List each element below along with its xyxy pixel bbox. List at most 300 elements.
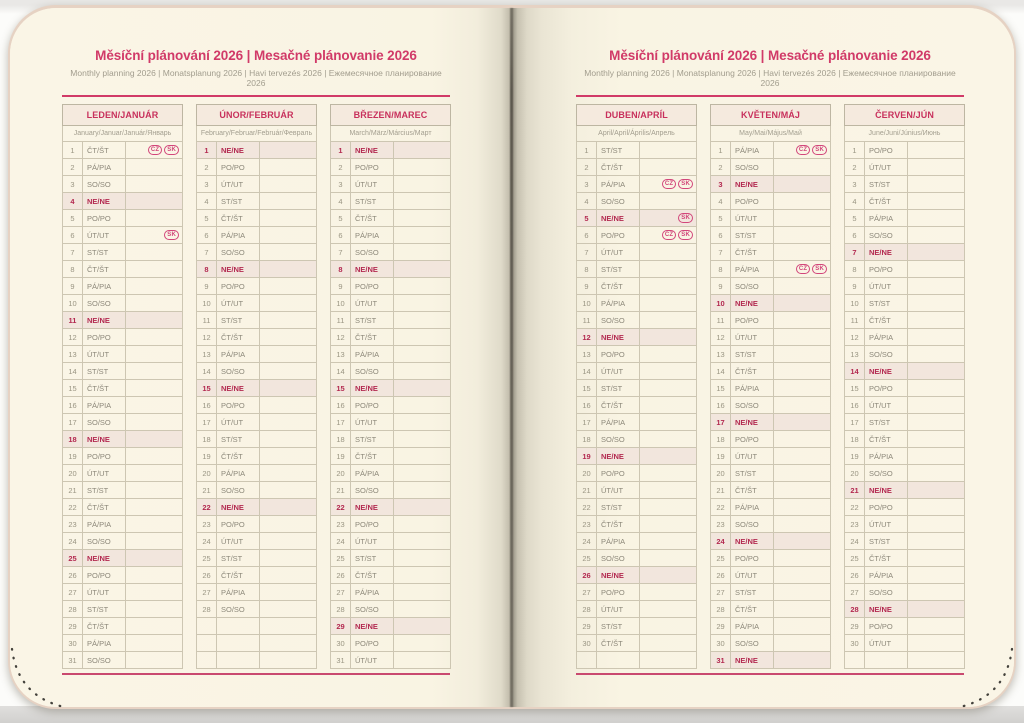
day-number: 15	[845, 380, 865, 397]
day-abbrev: ST/ST	[597, 618, 640, 635]
day-abbrev: ČT/ŠT	[217, 210, 260, 227]
notes-cell	[640, 193, 697, 210]
day-row	[63, 159, 183, 176]
month-subheader-row	[197, 126, 317, 142]
day-abbrev: ÚT/UT	[865, 397, 908, 414]
day-number: 5	[845, 210, 865, 227]
day-number: 19	[197, 448, 217, 465]
day-row	[331, 295, 451, 312]
day-number: 11	[197, 312, 217, 329]
empty-cell	[260, 618, 317, 635]
day-row	[197, 363, 317, 380]
notes-cell	[640, 448, 697, 465]
day-abbrev: SO/SO	[731, 635, 774, 652]
notes-cell	[640, 482, 697, 499]
day-row	[845, 448, 965, 465]
day-number: 12	[331, 329, 351, 346]
day-row	[63, 210, 183, 227]
holiday-badge-sk: SK	[164, 230, 179, 240]
day-number: 10	[845, 295, 865, 312]
day-abbrev: ČT/ŠT	[83, 142, 126, 159]
day-abbrev: SO/SO	[597, 550, 640, 567]
day-row	[63, 533, 183, 550]
month-subheader-row	[577, 126, 697, 142]
day-number: 21	[711, 482, 731, 499]
month-subheader: May/Mai/Május/Май	[711, 126, 831, 142]
day-number: 12	[63, 329, 83, 346]
day-number: 25	[711, 550, 731, 567]
page-subtitle: Monthly planning 2026 | Monatsplanung 2026 | Havi tervezés 2026 | Ежемесячное планирование 2026	[584, 68, 956, 88]
day-row	[845, 193, 965, 210]
day-number: 19	[63, 448, 83, 465]
day-number: 31	[711, 652, 731, 669]
month-column-february	[196, 104, 316, 669]
day-number: 11	[711, 312, 731, 329]
notes-cell	[640, 142, 697, 159]
notes-cell	[126, 159, 183, 176]
day-number: 22	[711, 499, 731, 516]
month-name: BŘEZEN/MAREC	[331, 105, 451, 126]
day-row	[577, 329, 697, 346]
day-abbrev: PO/PO	[731, 193, 774, 210]
left-page	[10, 8, 512, 707]
notes-cell	[394, 584, 451, 601]
day-number: 27	[63, 584, 83, 601]
month-table	[196, 104, 317, 669]
day-number: 15	[577, 380, 597, 397]
notes-cell	[640, 618, 697, 635]
day-row	[331, 312, 451, 329]
day-number: 27	[197, 584, 217, 601]
day-abbrev: ÚT/UT	[351, 176, 394, 193]
day-row	[63, 295, 183, 312]
day-number: 4	[197, 193, 217, 210]
notes-cell	[640, 567, 697, 584]
day-abbrev: PO/PO	[351, 278, 394, 295]
notes-cell	[260, 380, 317, 397]
day-number: 9	[331, 278, 351, 295]
notes-cell	[774, 363, 831, 380]
day-number: 14	[711, 363, 731, 380]
day-abbrev: NE/NE	[731, 176, 774, 193]
day-row	[577, 482, 697, 499]
day-number: 6	[331, 227, 351, 244]
day-abbrev: ČT/ŠT	[351, 567, 394, 584]
day-abbrev: ČT/ŠT	[597, 516, 640, 533]
day-abbrev: SO/SO	[217, 244, 260, 261]
day-row	[711, 159, 831, 176]
day-number: 7	[577, 244, 597, 261]
notes-cell	[908, 550, 965, 567]
day-number: 5	[577, 210, 597, 227]
notes-cell	[908, 227, 965, 244]
notes-cell	[126, 516, 183, 533]
day-row	[577, 601, 697, 618]
notes-cell	[774, 601, 831, 618]
day-number: 5	[331, 210, 351, 227]
day-number: 26	[63, 567, 83, 584]
day-abbrev: PÁ/PIA	[83, 278, 126, 295]
day-row	[331, 482, 451, 499]
day-row	[197, 210, 317, 227]
notes-cell	[640, 550, 697, 567]
notes-cell	[394, 363, 451, 380]
holiday-badge-sk: SK	[164, 145, 179, 155]
month-header-row	[197, 105, 317, 126]
month-subheader-row	[711, 126, 831, 142]
day-number: 4	[577, 193, 597, 210]
notes-cell	[908, 295, 965, 312]
day-number: 19	[331, 448, 351, 465]
empty-cell	[908, 652, 965, 669]
day-abbrev: ÚT/UT	[217, 414, 260, 431]
notes-cell	[640, 261, 697, 278]
notes-cell	[774, 244, 831, 261]
day-abbrev: ČT/ŠT	[217, 448, 260, 465]
month-subheader-row	[331, 126, 451, 142]
notes-cell	[260, 210, 317, 227]
day-abbrev: PÁ/PIA	[351, 346, 394, 363]
day-row	[63, 550, 183, 567]
day-number: 26	[845, 567, 865, 584]
day-number: 13	[331, 346, 351, 363]
day-number: 13	[197, 346, 217, 363]
day-abbrev: ST/ST	[217, 550, 260, 567]
day-abbrev: SO/SO	[731, 159, 774, 176]
day-row	[197, 227, 317, 244]
day-number: 22	[63, 499, 83, 516]
notes-cell	[260, 584, 317, 601]
notes-cell	[640, 414, 697, 431]
month-subheader: April/April/Április/Апрель	[577, 126, 697, 142]
notes-cell	[774, 159, 831, 176]
notes-cell	[774, 584, 831, 601]
month-column-june	[844, 104, 964, 669]
day-abbrev: ÚT/UT	[351, 533, 394, 550]
day-number: 28	[63, 601, 83, 618]
day-abbrev: PO/PO	[865, 261, 908, 278]
day-number: 25	[197, 550, 217, 567]
day-row	[711, 363, 831, 380]
day-number: 20	[331, 465, 351, 482]
empty-cell	[217, 618, 260, 635]
day-number: 2	[63, 159, 83, 176]
day-abbrev: PO/PO	[865, 142, 908, 159]
day-abbrev: SO/SO	[351, 363, 394, 380]
day-row	[845, 295, 965, 312]
day-number: 16	[711, 397, 731, 414]
day-row	[845, 176, 965, 193]
day-number: 12	[577, 329, 597, 346]
day-row	[197, 448, 317, 465]
day-row	[197, 397, 317, 414]
day-number: 14	[331, 363, 351, 380]
day-abbrev: SO/SO	[351, 244, 394, 261]
day-number: 23	[331, 516, 351, 533]
day-row	[845, 567, 965, 584]
day-row	[711, 482, 831, 499]
notes-cell	[260, 295, 317, 312]
day-number: 30	[63, 635, 83, 652]
day-row	[197, 193, 317, 210]
day-number: 2	[331, 159, 351, 176]
notes-cell	[394, 227, 451, 244]
day-row	[331, 533, 451, 550]
notes-cell	[640, 295, 697, 312]
day-number: 11	[63, 312, 83, 329]
notes-cell	[126, 210, 183, 227]
day-number: 20	[63, 465, 83, 482]
day-abbrev: PÁ/PIA	[217, 346, 260, 363]
notes-cell	[260, 516, 317, 533]
day-number: 26	[711, 567, 731, 584]
day-abbrev: NE/NE	[865, 601, 908, 618]
day-row	[197, 414, 317, 431]
months-row	[576, 104, 964, 669]
day-number: 29	[577, 618, 597, 635]
day-abbrev: ST/ST	[865, 176, 908, 193]
notes-cell	[394, 533, 451, 550]
notes-cell	[394, 414, 451, 431]
day-abbrev: ČT/ŠT	[731, 482, 774, 499]
page-title: Měsíční plánování 2026 | Mesačné plánovanie 2026	[95, 48, 417, 63]
day-row	[331, 329, 451, 346]
day-abbrev: NE/NE	[217, 261, 260, 278]
notes-cell	[394, 159, 451, 176]
notes-cell	[774, 278, 831, 295]
notes-cell	[774, 193, 831, 210]
holiday-badge-cz: CZ	[796, 264, 810, 274]
month-table	[330, 104, 451, 669]
day-number: 9	[577, 278, 597, 295]
day-number: 6	[197, 227, 217, 244]
notes-cell	[640, 397, 697, 414]
day-number: 18	[711, 431, 731, 448]
day-number: 24	[711, 533, 731, 550]
day-number: 20	[197, 465, 217, 482]
day-abbrev: PO/PO	[865, 618, 908, 635]
notes-cell	[394, 397, 451, 414]
day-number: 21	[577, 482, 597, 499]
day-row	[577, 567, 697, 584]
day-abbrev: NE/NE	[597, 567, 640, 584]
day-row	[197, 329, 317, 346]
day-abbrev: ČT/ŠT	[731, 363, 774, 380]
day-row	[577, 142, 697, 159]
day-row	[711, 533, 831, 550]
day-row	[197, 516, 317, 533]
notes-cell	[908, 159, 965, 176]
day-abbrev: ČT/ŠT	[865, 431, 908, 448]
day-abbrev: NE/NE	[597, 448, 640, 465]
day-number: 8	[63, 261, 83, 278]
day-abbrev: ÚT/UT	[731, 329, 774, 346]
day-number: 24	[197, 533, 217, 550]
notes-cell	[908, 635, 965, 652]
notes-cell	[908, 329, 965, 346]
day-row	[63, 414, 183, 431]
day-row	[577, 380, 697, 397]
day-number: 6	[845, 227, 865, 244]
empty-cell	[217, 635, 260, 652]
day-row	[197, 550, 317, 567]
month-header-row	[577, 105, 697, 126]
day-number: 13	[63, 346, 83, 363]
day-row	[577, 584, 697, 601]
day-abbrev: ST/ST	[217, 193, 260, 210]
day-row	[197, 431, 317, 448]
day-abbrev: ČT/ŠT	[865, 550, 908, 567]
notes-cell	[774, 380, 831, 397]
notes-cell	[260, 159, 317, 176]
day-abbrev: NE/NE	[217, 499, 260, 516]
notes-cell	[394, 244, 451, 261]
day-number: 14	[63, 363, 83, 380]
notes-cell	[774, 210, 831, 227]
month-name: DUBEN/APRÍL	[577, 105, 697, 126]
day-number: 18	[845, 431, 865, 448]
notes-cell	[394, 380, 451, 397]
holiday-badge-cz: CZ	[796, 145, 810, 155]
day-number: 21	[197, 482, 217, 499]
day-abbrev: PÁ/PIA	[731, 142, 774, 159]
day-number: 17	[577, 414, 597, 431]
day-abbrev: PO/PO	[217, 397, 260, 414]
empty-cell	[197, 635, 217, 652]
day-row	[577, 176, 697, 193]
day-row	[845, 550, 965, 567]
notes-cell	[908, 465, 965, 482]
notes-cell	[394, 601, 451, 618]
day-row	[711, 261, 831, 278]
day-number: 23	[63, 516, 83, 533]
top-rule	[576, 95, 964, 97]
day-abbrev: NE/NE	[731, 652, 774, 669]
day-row	[331, 618, 451, 635]
day-number: 30	[331, 635, 351, 652]
day-number: 18	[63, 431, 83, 448]
day-row	[577, 414, 697, 431]
day-number: 7	[63, 244, 83, 261]
day-abbrev: SO/SO	[597, 312, 640, 329]
day-abbrev: NE/NE	[731, 533, 774, 550]
day-row	[711, 448, 831, 465]
day-abbrev: PÁ/PIA	[83, 635, 126, 652]
notes-cell	[908, 397, 965, 414]
day-number: 25	[331, 550, 351, 567]
day-row	[63, 142, 183, 159]
day-number: 16	[845, 397, 865, 414]
empty-cell	[597, 652, 640, 669]
day-number: 6	[711, 227, 731, 244]
day-abbrev: PO/PO	[83, 210, 126, 227]
day-row	[845, 635, 965, 652]
notes-cell	[640, 516, 697, 533]
day-abbrev: PÁ/PIA	[865, 567, 908, 584]
month-subheader: June/Juni/Június/Июнь	[845, 126, 965, 142]
day-number: 24	[577, 533, 597, 550]
notes-cell	[260, 499, 317, 516]
day-abbrev: ST/ST	[597, 499, 640, 516]
notes-cell	[394, 193, 451, 210]
day-row	[845, 431, 965, 448]
day-abbrev: PÁ/PIA	[351, 465, 394, 482]
day-number: 20	[845, 465, 865, 482]
month-subheader: March/März/Március/Март	[331, 126, 451, 142]
day-abbrev: PO/PO	[731, 431, 774, 448]
day-abbrev: ČT/ŠT	[865, 193, 908, 210]
day-abbrev: ST/ST	[83, 601, 126, 618]
day-number: 18	[331, 431, 351, 448]
day-abbrev: SO/SO	[865, 346, 908, 363]
day-number: 3	[197, 176, 217, 193]
day-abbrev: PO/PO	[597, 346, 640, 363]
notes-cell	[640, 584, 697, 601]
day-abbrev: PÁ/PIA	[217, 584, 260, 601]
notes-cell	[260, 448, 317, 465]
day-row	[711, 346, 831, 363]
day-row	[577, 448, 697, 465]
day-row	[845, 397, 965, 414]
day-number: 29	[63, 618, 83, 635]
day-abbrev: PÁ/PIA	[597, 176, 640, 193]
day-row	[711, 635, 831, 652]
day-abbrev: ČT/ŠT	[597, 159, 640, 176]
day-row	[845, 499, 965, 516]
notes-cell	[260, 533, 317, 550]
day-number: 21	[331, 482, 351, 499]
day-abbrev: PO/PO	[351, 397, 394, 414]
day-number: 5	[63, 210, 83, 227]
day-abbrev: SO/SO	[83, 652, 126, 669]
day-number: 28	[197, 601, 217, 618]
day-abbrev: PO/PO	[731, 312, 774, 329]
notes-cell	[908, 448, 965, 465]
notes-cell	[774, 142, 831, 159]
day-row	[845, 601, 965, 618]
empty-day-row	[845, 652, 965, 669]
day-abbrev: PÁ/PIA	[865, 210, 908, 227]
day-number: 3	[845, 176, 865, 193]
day-abbrev: PO/PO	[83, 567, 126, 584]
day-row	[577, 533, 697, 550]
day-number: 27	[331, 584, 351, 601]
notes-cell	[774, 465, 831, 482]
empty-cell	[217, 652, 260, 669]
empty-day-row	[197, 618, 317, 635]
day-row	[63, 193, 183, 210]
notes-cell	[774, 329, 831, 346]
notes-cell	[908, 533, 965, 550]
day-row	[197, 142, 317, 159]
day-abbrev: ČT/ŠT	[351, 210, 394, 227]
day-abbrev: ÚT/UT	[597, 363, 640, 380]
day-row	[331, 567, 451, 584]
notes-cell	[394, 346, 451, 363]
day-abbrev: ST/ST	[83, 363, 126, 380]
notes-cell	[908, 482, 965, 499]
day-abbrev: PO/PO	[83, 448, 126, 465]
day-row	[711, 329, 831, 346]
holiday-badge-cz: CZ	[662, 230, 676, 240]
notes-cell	[126, 380, 183, 397]
day-row	[197, 601, 317, 618]
day-number: 6	[63, 227, 83, 244]
day-number: 7	[711, 244, 731, 261]
day-abbrev: NE/NE	[351, 618, 394, 635]
day-number: 19	[711, 448, 731, 465]
holiday-badge-cz: CZ	[148, 145, 162, 155]
